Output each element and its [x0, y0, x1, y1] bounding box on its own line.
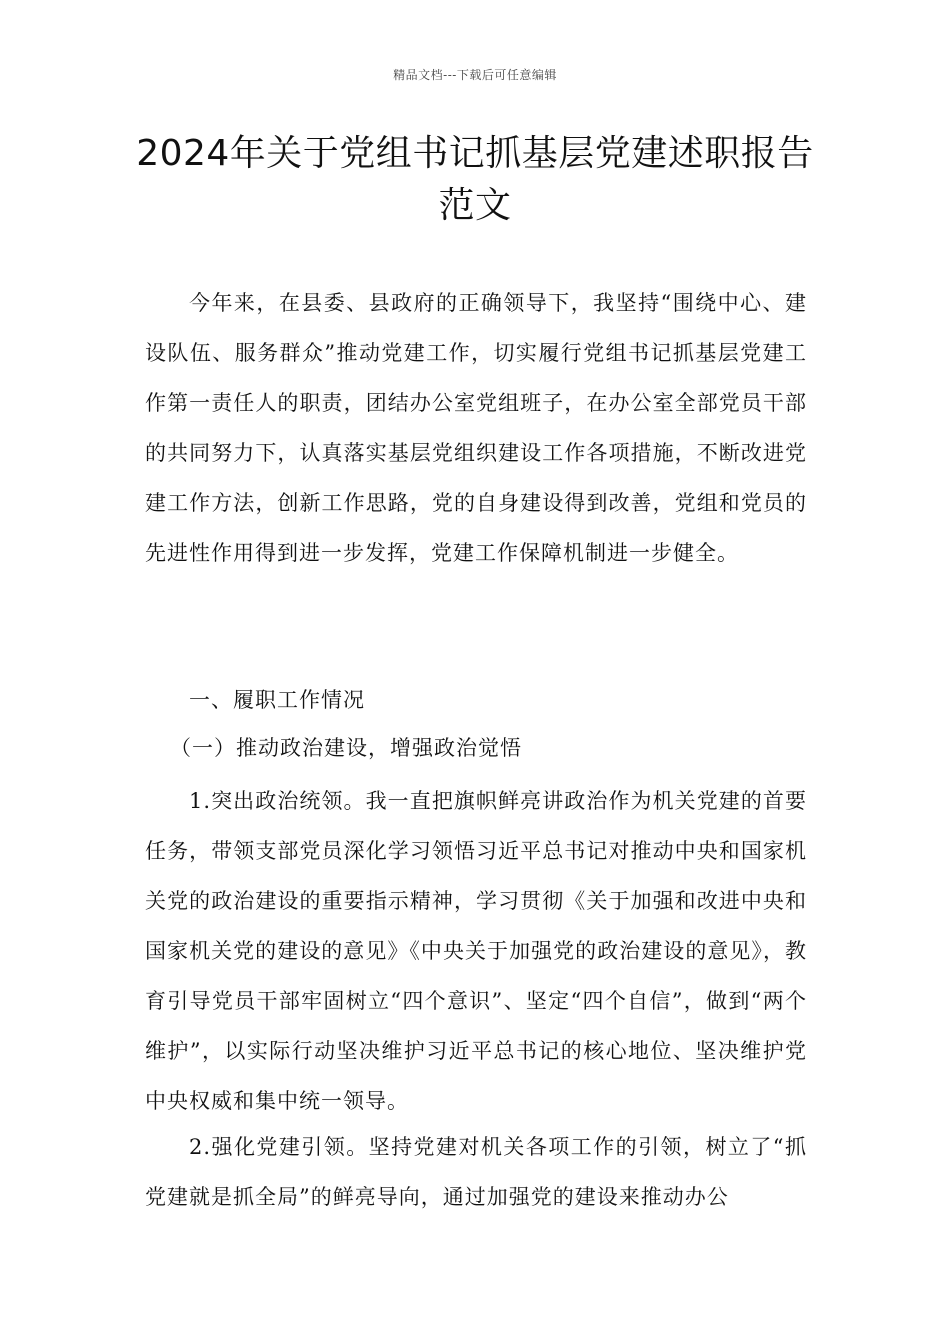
item-paragraph-1: 1.突出政治统领。我一直把旗帜鲜亮讲政治作为机关党建的首要任务，带领支部党员深化学习领悟习近平总书记对推动中央和国家机关党的政治建设的重要指示精神，学习贯彻《关于加强和改进中央和国家机关党的建设的意见》《中央关于加强党的政治建设的意见》，教育引导党员干部牢固树立“四个意识”、坚定“四个自信”，做到“两个维护”，以实际行动坚决维护习近平总书记的核心地位、坚决维护党中央权威和集中统一领导。: [145, 789, 807, 1113]
item-paragraph-2: 2.强化党建引领。坚持党建对机关各项工作的引领，树立了“抓党建就是抓全局”的鲜亮导向，通过加强党的建设来推动办公: [145, 1135, 807, 1209]
subsection-heading: （一）推动政治建设，增强政治觉悟: [170, 736, 522, 760]
section-heading: 一、履职工作情况: [189, 688, 365, 712]
intro-paragraph: 今年来，在县委、县政府的正确领导下，我坚持“围绕中心、建设队伍、服务群众”推动党建工作，切实履行党组书记抓基层党建工作第一责任人的职责，团结办公室党组班子，在办公室全部党员干部的共同努力下，认真落实基层党组织建设工作各项措施，不断改进党建工作方法，创新工作思路，党的自身建设得到改善，党组和党员的先进性作用得到进一步发挥，党建工作保障机制进一步健全。: [145, 291, 807, 565]
header-note: 精品文档---下载后可任意编辑: [393, 68, 557, 82]
document-title: 2024年关于党组书记抓基层党建述职报告范文: [136, 133, 814, 226]
